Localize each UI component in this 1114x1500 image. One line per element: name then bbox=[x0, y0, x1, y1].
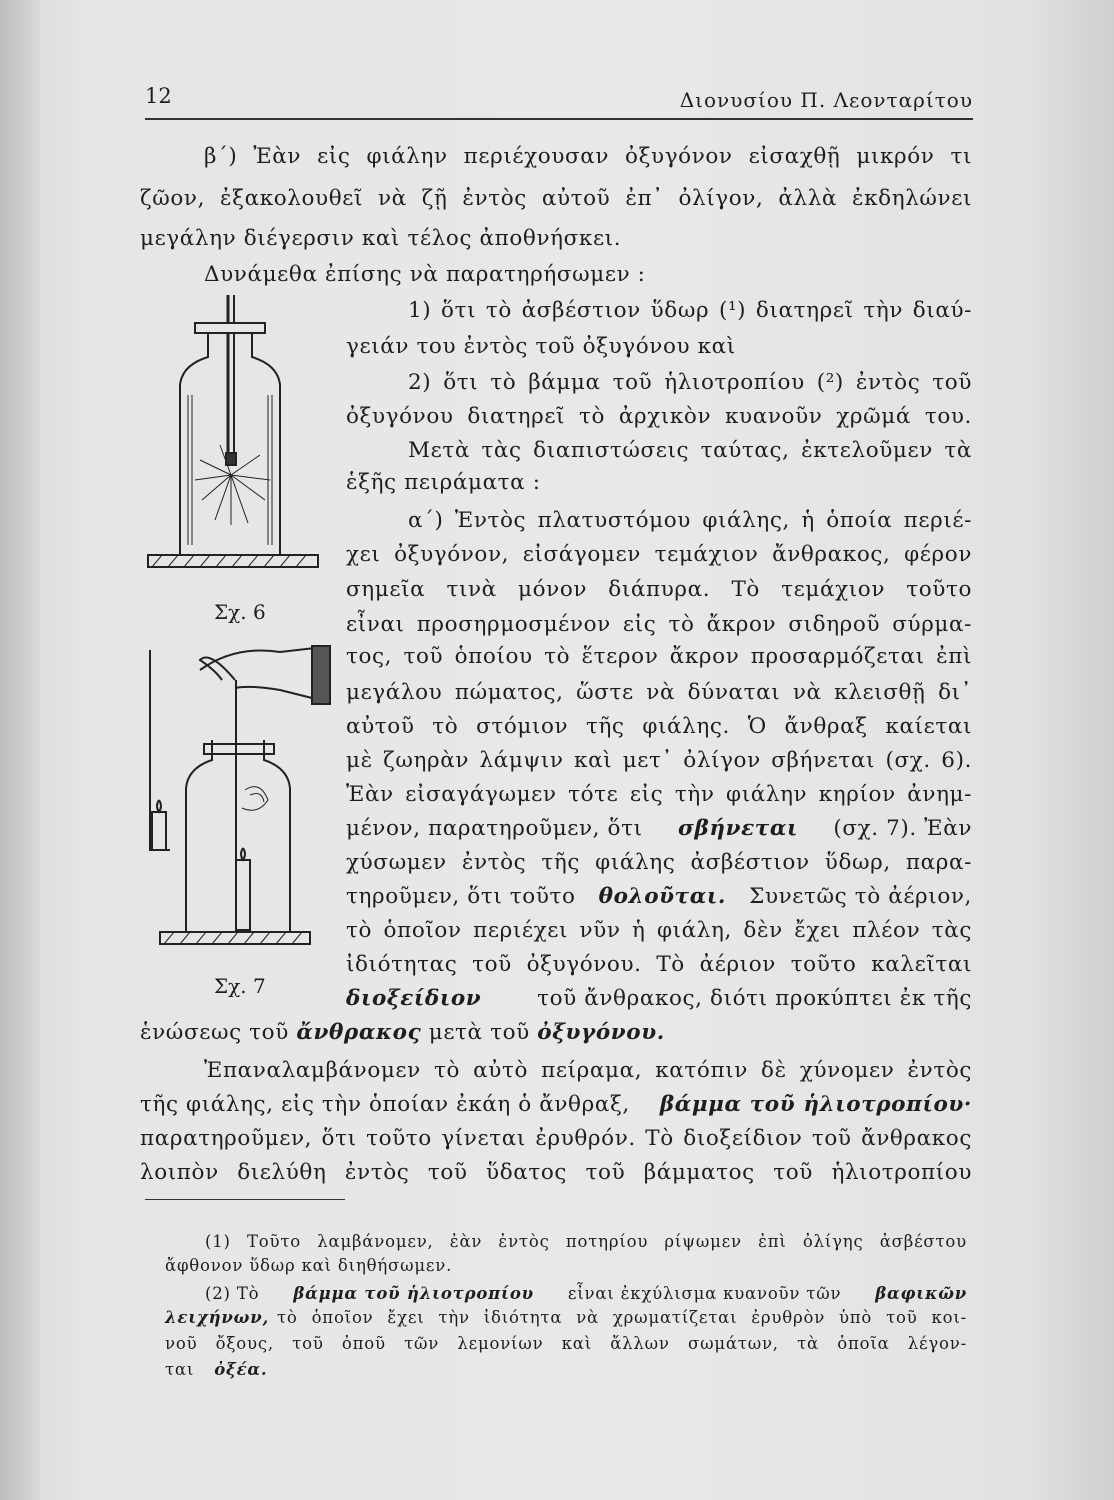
text-line: α΄) Ἐντὸς πλατυστόμου φιάλης, ἡ ὁποία περιέ- bbox=[408, 508, 972, 533]
running-head: Διονυσίου Π. Λεονταρίτου bbox=[679, 88, 973, 112]
text-line-mixed bbox=[346, 986, 972, 1011]
emphasis-dioxeidion: διοξείδιον bbox=[346, 986, 482, 1011]
footnote-rule bbox=[145, 1199, 345, 1200]
text-line: αὐτοῦ τὸ στόμιον τῆς φιάλης. Ὁ ἄνθραξ καίεται bbox=[346, 714, 972, 739]
text-segment: τηροῦμεν, ὅτι τοῦτο bbox=[346, 884, 576, 909]
text-line: Ἐπαναλαμβάνομεν τὸ αὐτὸ πείραμα, κατόπιν δὲ χύνομεν ἐντὸς bbox=[204, 1058, 972, 1083]
text-line: τὸ ὁποῖον περιέχει νῦν ἡ φιάλη, δὲν ἔχει πλέον τὰς bbox=[346, 918, 972, 943]
text-line-mixed bbox=[140, 1092, 972, 1117]
text-line: τος, τοῦ ὁποίου τὸ ἕτερον ἄκρον προσαρμόζεται ἐπὶ bbox=[346, 644, 972, 669]
page-header bbox=[145, 84, 973, 114]
footnote-emphasis: λειχήνων, bbox=[165, 1308, 269, 1327]
side-flame-icon bbox=[157, 800, 161, 812]
text-segment: τῆς φιάλης, εἰς τὴν ὁποίαν ἐκάη ὁ ἄνθραξ, bbox=[140, 1092, 630, 1117]
smoke-swirl bbox=[242, 787, 268, 811]
footnote-2-line bbox=[165, 1308, 967, 1327]
text-line: 1) ὅτι τὸ ἀσβέστιον ὕδωρ (¹) διατηρεῖ τὴν διαύ- bbox=[408, 298, 972, 323]
text-line: β΄) Ἐὰν εἰς φιάλην περιέχουσαν ὀξυγόνον εἰσαχθῇ μικρόν τι bbox=[204, 144, 972, 169]
side-candle bbox=[152, 812, 166, 850]
charcoal-piece bbox=[226, 453, 236, 465]
text-line: μεγάλου πώματος, ὥστε νὰ δύναται νὰ κλεισθῇ δι᾿ bbox=[346, 680, 972, 705]
bottle-outline bbox=[180, 333, 280, 555]
text-line: γειάν του ἐντὸς τοῦ ὀξυγόνου καὶ bbox=[346, 334, 736, 359]
page-number: 12 bbox=[145, 84, 172, 108]
footnote-1-line: ἄφθονον ὕδωρ καὶ διηθήσωμεν. bbox=[165, 1256, 453, 1275]
text-segment: Συνετῶς τὸ ἀέριον, bbox=[749, 884, 972, 909]
text-segment: εἶναι ἐκχύλισμα κυανοῦν τῶν bbox=[567, 1284, 842, 1303]
text-line-mixed bbox=[346, 816, 972, 841]
text-segment: (2) Τὸ bbox=[205, 1284, 260, 1303]
text-segment: μετὰ τοῦ bbox=[428, 1020, 530, 1045]
text-segment: τοῦ ἄνθρακος, διότι προκύπτει ἐκ τῆς bbox=[537, 986, 972, 1011]
figure-6-illustration bbox=[140, 285, 330, 585]
bottle-outline bbox=[186, 740, 290, 932]
emphasis-vamma: βάμμα τοῦ ἡλιοτροπίου· bbox=[659, 1092, 972, 1117]
text-line: ἑξῆς πειράματα : bbox=[346, 470, 541, 495]
candle-flame-icon bbox=[241, 848, 245, 860]
text-segment: ἑνώσεως τοῦ bbox=[140, 1020, 289, 1045]
text-line: λοιπὸν διελύθη ἐντὸς τοῦ ὕδατος τοῦ βάμματος τοῦ ἡλιοτροπίου bbox=[140, 1160, 972, 1185]
text-line: 2) ὅτι τὸ βάμμα τοῦ ἡλιοτροπίου (²) ἐντὸς τοῦ bbox=[408, 370, 972, 395]
text-segment: μένον, παρατηροῦμεν, ὅτι bbox=[346, 816, 643, 841]
text-line-mixed bbox=[140, 1020, 665, 1045]
emphasis-sbenetai: σβήνεται bbox=[678, 816, 798, 841]
text-line: εἶναι προσηρμοσμένον εἰς τὸ ἄκρον σιδηροῦ σύρμα- bbox=[346, 612, 972, 637]
text-line: ἰδιότητας τοῦ ὀξυγόνου. Τὸ ἀέριον τοῦτο καλεῖται bbox=[346, 952, 972, 977]
header-rule bbox=[145, 118, 973, 120]
footnote-2-line bbox=[205, 1284, 967, 1303]
text-segment: ται bbox=[165, 1360, 195, 1379]
footnote-1-line: (1) Τοῦτο λαμβάνομεν, ἐὰν ἐντὸς ποτηρίου ρίψωμεν ἐπὶ ὀλίγης ἀσβέστου bbox=[205, 1232, 967, 1251]
text-line: χει ὀξυγόνον, εἰσάγομεν τεμάχιον ἄνθρακος, φέρον bbox=[346, 542, 972, 567]
base-plate bbox=[160, 932, 310, 944]
text-line: Ἐὰν εἰσαγάγωμεν τότε εἰς τὴν φιάλην κηρίον ἀνημ- bbox=[346, 782, 972, 807]
text-line-mixed bbox=[346, 884, 972, 909]
bottle-shading bbox=[188, 395, 272, 545]
emphasis-tholoutai: θολοῦται. bbox=[598, 884, 726, 909]
text-segment: τὸ ὁποῖον ἔχει τὴν ἰδιότητα νὰ χρωματίζεται ἐρυθρὸν ὑπὸ τοῦ κοι- bbox=[276, 1308, 967, 1327]
text-line: παρατηροῦμεν, ὅτι τοῦτο γίνεται ἐρυθρόν. Τὸ διοξείδιον τοῦ ἄνθρακος bbox=[140, 1126, 972, 1151]
footnote-emphasis: ὀξέα. bbox=[214, 1360, 268, 1379]
text-line: Μετὰ τὰς διαπιστώσεις ταύτας, ἐκτελοῦμεν τὰ bbox=[408, 438, 972, 463]
figure-7-caption: Σχ. 7 bbox=[214, 974, 266, 998]
figure-7-illustration bbox=[140, 640, 340, 960]
text-line: μὲ ζωηρὰν λάμψιν καὶ μετ᾿ ὀλίγον σβήνεται (σχ. 6). bbox=[346, 748, 972, 773]
candle bbox=[236, 860, 250, 930]
text-line: ὀξυγόνου διατηρεῖ τὸ ἀρχικὸν κυανοῦν χρῶμά του. bbox=[346, 404, 972, 429]
text-segment: (σχ. 7). Ἐὰν bbox=[833, 816, 972, 841]
text-line: ζῶον, ἐξακολουθεῖ νὰ ζῇ ἐντὸς αὐτοῦ ἐπ᾿ ὀλίγον, ἀλλὰ ἐκδηλώνει bbox=[140, 186, 972, 211]
page-binding-shadow bbox=[0, 0, 40, 1500]
emphasis-oxygonou: ὀξυγόνου. bbox=[537, 1020, 665, 1045]
text-line: Δυνάμεθα ἐπίσης νὰ παρατηρήσωμεν : bbox=[204, 262, 646, 287]
figure-6-caption: Σχ. 6 bbox=[214, 600, 266, 624]
cuff bbox=[312, 646, 330, 704]
text-line: μεγάλην διέγερσιν καὶ τέλος ἀποθνήσκει. bbox=[140, 226, 622, 251]
footnote-2-line bbox=[165, 1360, 267, 1379]
footnote-emphasis: βαφικῶν bbox=[875, 1284, 967, 1303]
emphasis-anthrakos: ἄνθρακος bbox=[296, 1020, 422, 1045]
footnote-emphasis: βάμμα τοῦ ἡλιοτροπίου bbox=[293, 1284, 534, 1303]
footnote-2-line: νοῦ ὄξους, τοῦ ὀποῦ τῶν λεμονίων καὶ ἄλλων σωμάτων, τὰ ὁποῖα λέγον- bbox=[165, 1334, 967, 1353]
text-line: σημεῖα τινὰ μόνον διάπυρα. Τὸ τεμάχιον τοῦτο bbox=[346, 577, 972, 602]
text-line: χύσωμεν ἐντὸς τῆς φιάλης ἀσβέστιον ὕδωρ, παρα- bbox=[346, 850, 972, 875]
bottle-stopper bbox=[195, 323, 265, 333]
